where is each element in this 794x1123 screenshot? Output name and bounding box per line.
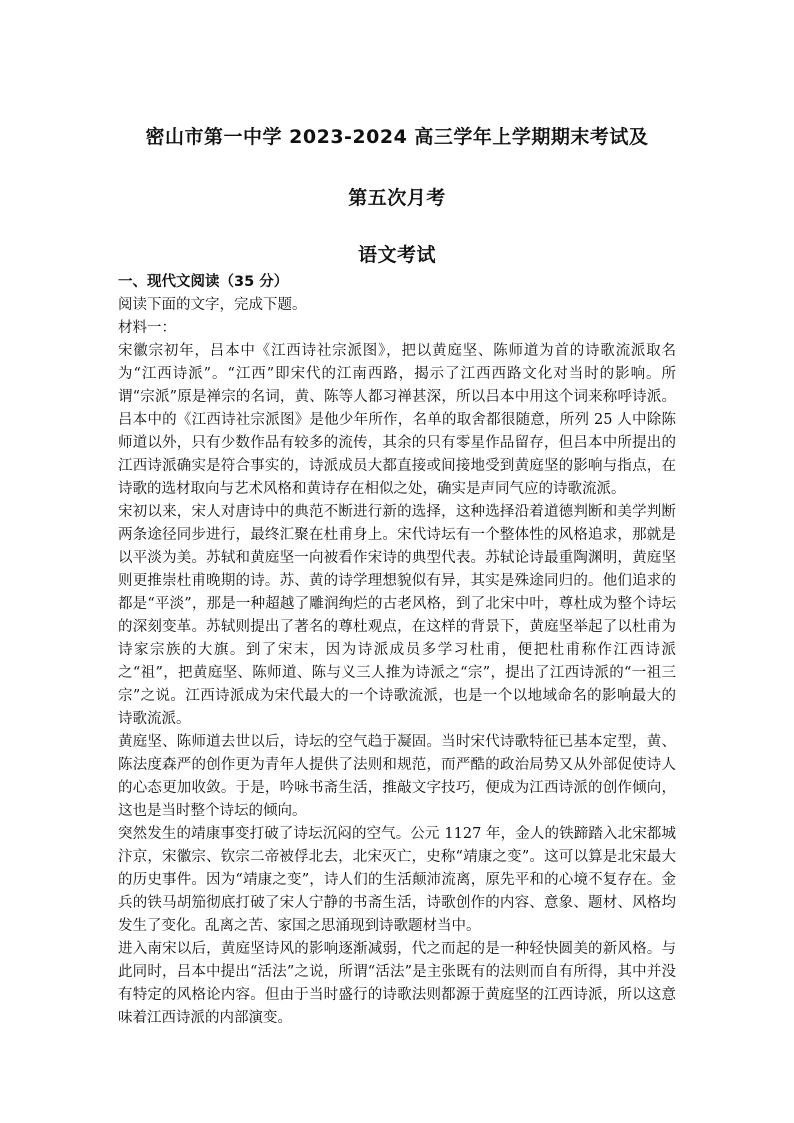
- exam-title-line2: 第五次月考: [348, 187, 446, 209]
- exam-subject: 语文考试: [357, 244, 436, 266]
- section-heading: 一、现代文阅读（35 分）: [118, 274, 289, 290]
- exam-title-line1: 密山市第一中学 2023-2024 高三学年上学期期末考试及: [145, 126, 649, 148]
- instruction-text: 阅读下面的文字，完成下题。: [118, 297, 307, 313]
- paragraph-1: 宋徽宗初年，吕本中《江西诗社宗派图》，把以黄庭坚、陈师道为首的诗歌流派取名为“江西诗派”。“江西”即宋代的江南西路，揭示了江西西路文化对当时的影响。所谓“宗派”原是禅宗的名词，黄、陈等人都习禅甚深，所以吕本中用这个词来称呼诗派。吕本中的《江西诗社宗派图》是他少年所作，名单的取舍都很随意，所列 25 人中除陈师道以外，只有少数作品有较多的流传，其余的只有零星作品留存，但吕本中所提出的江西诗派确实是符合事实的，诗派成员大都直接或间接地受到黄庭坚的影响与指点，在诗歌的选材取向与艺术风格和黄诗存在相似之处，确实是声同气应的诗歌流派。: [118, 343, 676, 497]
- paragraph-3: 黄庭坚、陈师道去世以后，诗坛的空气趋于凝固。当时宋代诗歌特征已基本定型，黄、陈法度森严的创作更为青年人提供了法则和规范，而严酷的政治局势又从外部促使诗人的心态更加收敛。于是，吟咏书斋生活，推敲文字技巧，便成为江西诗派的创作倾向，这也是当时整个诗坛的倾向。: [118, 734, 676, 819]
- paragraph-2: 宋初以来，宋人对唐诗中的典范不断进行新的选择，这种选择沿着道德判断和美学判断两条途径同步进行，最终汇聚在杜甫身上。宋代诗坛有一个整体性的风格追求，那就是以平淡为美。苏轼和黄庭坚一向被看作宋诗的典型代表。苏轼论诗最重陶渊明，黄庭坚则更推崇杜甫晚期的诗。苏、黄的诗学理想貌似有异，其实是殊途同归的。他们追求的都是“平淡”，那是一种超越了雕润绚烂的古老风格，到了北宋中叶，尊杜成为整个诗坛的深刻变革。苏轼则提出了著名的尊杜观点，在这样的背景下，黄庭坚举起了以杜甫为诗家宗族的大旗。到了宋末，因为诗派成员多学习杜甫，便把杜甫称作江西诗派之“祖”，把黄庭坚、陈师道、陈与义三人推为诗派之“宗”，提出了江西诗派的“一祖三宗”之说。江西诗派成为宋代最大的一个诗歌流派，也是一个以地域命名的影响最大的诗歌流派。: [118, 504, 676, 727]
- material-label: 材料一：: [118, 320, 176, 336]
- paragraph-5: 进入南宋以后，黄庭坚诗风的影响逐渐减弱，代之而起的是一种轻快圆美的新风格。与此同时，吕本中提出“活法”之说，所谓“活法”是主张既有的法则而自有所得，其中并没有特定的风格论内容。但由于当时盛行的诗歌法则都源于黄庭坚的江西诗派，所以这意味着江西诗派的内部演变。: [118, 941, 676, 1026]
- reading-section: [118, 271, 676, 1030]
- paragraph-4: 突然发生的靖康事变打破了诗坛沉闷的空气。公元 1127 年，金人的铁蹄踏入北宋都城汴京，宋徽宗、钦宗二帝被俘北去，北宋灭亡，史称“靖康之变”。这可以算是北宋最大的历史事件。因为“靖康之变”，诗人们的生活颠沛流离，原先平和的心境不复存在。金兵的铁马胡笳彻底打破了宋人宁静的书斋生活，诗歌创作的内容、意象、题材、风格均发生了变化。乱离之苦、家国之思涌现到诗歌题材当中。: [118, 826, 676, 934]
